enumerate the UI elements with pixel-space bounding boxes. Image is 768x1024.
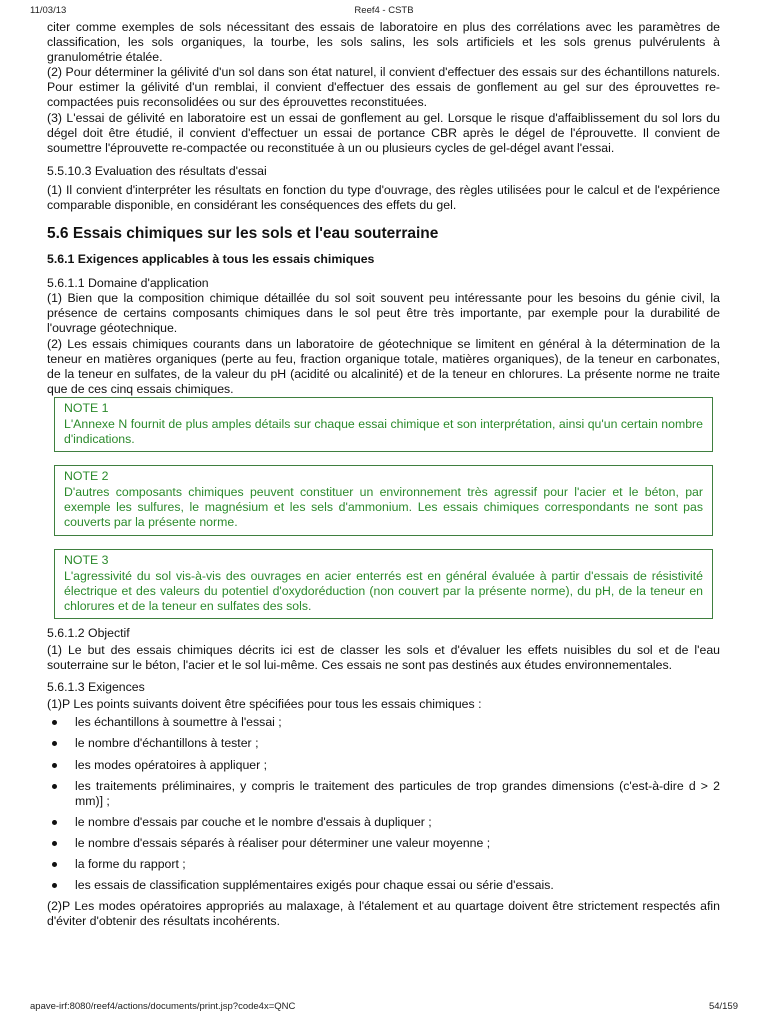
list-item [47,736,720,751]
list-item-text: les modes opératoires à appliquer ; [75,757,268,772]
bullet-icon [52,862,57,867]
bullet-icon [52,820,57,825]
paragraph-5-5-10-3-1: (1) Il convient d'interpréter les résultats en fonction du type d'ouvrage, des règles utilisées pour le calcul et de l'expérience comparable disponible, en considérant les conséquences des effets du gel. [47,182,720,213]
heading-5-6-1: 5.6.1 Exigences applicables à tous les essais chimiques [47,252,375,267]
list-item-text: les essais de classification supplémentaires exigés pour chaque essai ou série d'essais. [75,878,554,893]
print-url: apave-irf:8080/reef4/actions/documents/print.jsp?code4x=QNC [30,1001,296,1012]
note-text: L'Annexe N fournit de plus amples détails sur chaque essai chimique et son interprétation, ainsi qu'un certain nombre d'indications. [64,416,703,447]
paragraph-5-6-1-1-2: (2) Les essais chimiques courants dans un laboratoire de géotechnique se limitent en général à la détermination de la teneur en matières organiques (perte au feu, fraction organique totale, matières organiques), de la teneur en carbonates, de la teneur en sulfates, de la valeur du pH (acidité ou alcalinité) et de la teneur en chlorures. La présente norme ne traite que de ces cinq essais chimiques. [47,336,720,396]
bullet-icon [52,741,57,746]
list-item [47,836,720,851]
heading-5-6-1-3: 5.6.1.3 Exigences [47,680,145,695]
note-box-3 [54,549,713,619]
requirements-list [47,715,720,893]
print-footer [30,1001,738,1015]
note-box-1 [54,397,713,452]
note-box-2 [54,465,713,535]
list-item-text: la forme du rapport ; [75,857,186,872]
bullet-icon [52,720,57,725]
list-item [47,857,720,872]
paragraph-5-6-1-3-2: (2)P Les modes opératoires appropriés au malaxage, à l'étalement et au quartage doivent être strictement respectés afin d'éviter d'obtenir des résultats incohérents. [47,899,720,929]
bullet-icon [52,763,57,768]
note-text: D'autres composants chimiques peuvent constituer un environnement très agressif pour l'acier et le béton, par exemple les sulfures, le magnésium et les sels d'ammonium. Les essais chimiques correspondants ne sont pas couverts par la présente norme. [64,485,703,530]
list-item-text: les traitements préliminaires, y compris le traitement des particules de trop grandes dimensions (c'est-à-dire d > 2 mm)] ; [75,778,720,808]
bullet-icon [52,784,57,789]
heading-5-6: 5.6 Essais chimiques sur les sols et l'eau souterraine [47,225,439,243]
note-title: NOTE 1 [64,400,109,415]
list-item-text: le nombre d'essais par couche et le nombre d'essais à dupliquer ; [75,814,432,829]
print-title: Reef4 - CSTB [354,5,414,16]
list-item [47,878,720,893]
list-item [47,779,720,809]
list-item [47,715,720,730]
intro-paragraph-3: (3) L'essai de gélivité en laboratoire est un essai de gonflement au gel. Lorsque le risque d'affaiblissement du sol lors du dégel doit être étudié, il convient d'effectuer un essai de portance CBR après le dégel de l'éprouvette. Il convient de soumettre l'éprouvette re-compactée ou reconstituée à un ou plusieurs cycles de gel-dégel avant l'essai. [47,110,720,155]
heading-5-5-10-3: 5.5.10.3 Evaluation des résultats d'essai [47,163,267,178]
heading-5-6-1-2: 5.6.1.2 Objectif [47,625,130,640]
list-item-text: le nombre d'échantillons à tester ; [75,736,259,751]
bullet-icon [52,883,57,888]
heading-5-6-1-1: 5.6.1.1 Domaine d'application [47,276,209,291]
list-item-text: le nombre d'essais séparés à réaliser pour déterminer une valeur moyenne ; [75,835,491,850]
note-title: NOTE 2 [64,469,109,484]
intro-paragraph-1: citer comme exemples de sols nécessitant des essais de laboratoire en plus des corrélations avec les paramètres de classification, les sols organiques, la tourbe, les sols salins, les sols artificiels et les sols grenus pulvérulents à granulométrie étalée. [47,20,720,65]
intro-paragraph-2: (2) Pour déterminer la gélivité d'un sol dans son état naturel, il convient d'effectuer des essais sur des échantillons naturels. Pour estimer la gélivité d'un remblai, il convient d'effectuer des essais de gonflement au gel sur des éprouvettes re-compactées puis reconsolidées ou sur des éprouvettes reconstituées. [47,65,720,110]
note-title: NOTE 3 [64,552,109,567]
note-text: L'agressivité du sol vis-à-vis des ouvrages en acier enterrés est en général évaluée à partir d'essais de résistivité électrique et des valeurs du potentiel d'oxydoréduction (non couvert par la présente norme), du pH, de la teneur en chlorures et de la teneur en sulfates des sols. [64,568,703,613]
print-header [30,5,738,19]
paragraph-5-6-1-1-1: (1) Bien que la composition chimique détaillée du sol soit souvent peu intéressante pour les besoins du génie civil, la présence de certains composants chimiques dans le sol peut être très importante, par exemple pour la durabilité de l'ouvrage géotechnique. [47,291,720,336]
list-item [47,758,720,773]
paragraph-5-6-1-3-1: (1)P Les points suivants doivent être spécifiées pour tous les essais chimiques : [47,697,482,712]
page-number: 54/159 [708,1001,738,1012]
list-item-text: les échantillons à soumettre à l'essai ; [75,715,282,730]
list-item [47,815,720,830]
bullet-icon [52,841,57,846]
paragraph-5-6-1-2-1: (1) Le but des essais chimiques décrits ici est de classer les sols et d'évaluer les effets nuisibles du sol et de l'eau souterraine sur le béton, l'acier et le sol lui-même. Ces essais ne sont pas destinés aux études environnementales. [47,643,720,673]
print-date: 11/03/13 [30,5,67,16]
document-content [47,20,720,929]
